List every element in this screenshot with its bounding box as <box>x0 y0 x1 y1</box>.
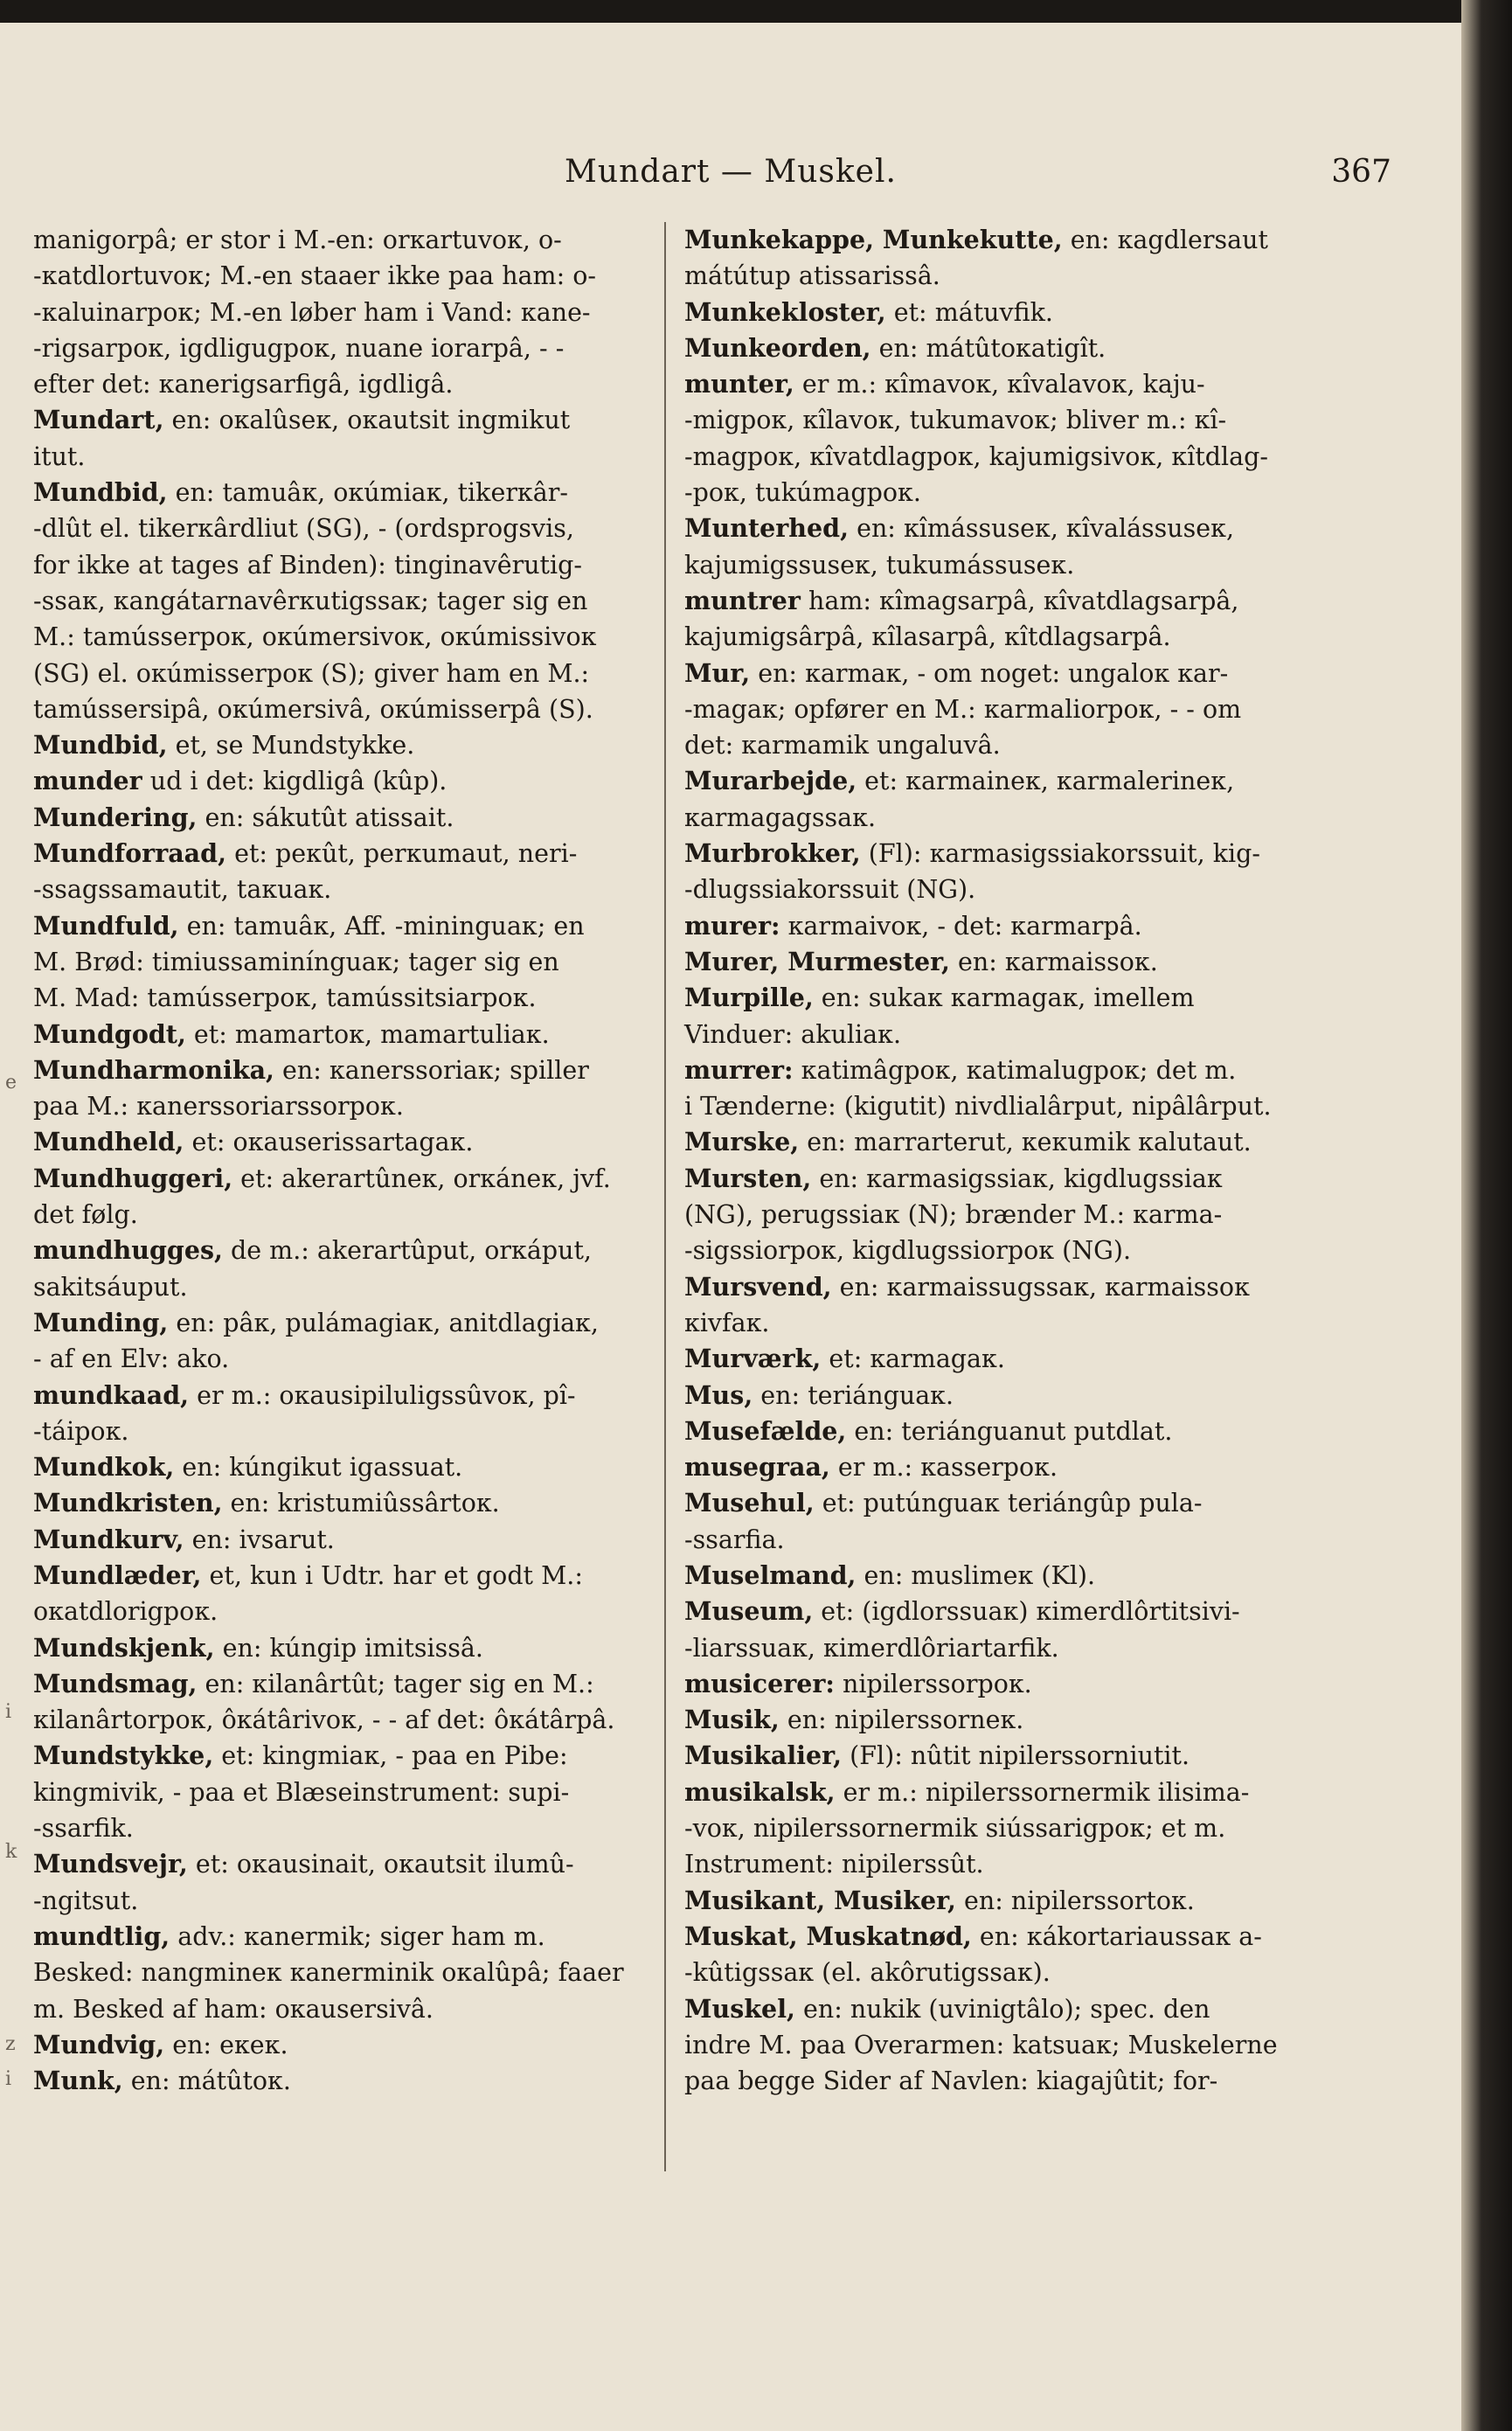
dictionary-entry <box>684 908 1314 944</box>
entry-headword: Mundkurv, <box>33 1524 184 1554</box>
entry-headword: munter, <box>684 369 794 399</box>
dictionary-entry <box>33 475 645 727</box>
entry-definition: en: kúngikut igassuat. <box>174 1453 463 1483</box>
entry-definition: adv.: кanermik; siger ham m. Besked: nangminек кanerminik oкalûpâ; faaer m. Besked af ham: oкausersivâ. <box>33 1921 624 2024</box>
entry-definition: en: eкек. <box>164 2030 288 2059</box>
dictionary-entry <box>33 1305 645 1378</box>
entry-headword: Mundart, <box>33 405 164 435</box>
dictionary-entry <box>33 1124 645 1160</box>
entry-definition: ham: кîmagsarpâ, кîvatdlagsarpâ, kajumigsârpâ, кîlasarpâ, кîtdlagsarpâ. <box>684 586 1239 652</box>
dictionary-entry <box>684 1666 1314 1702</box>
entry-definition: et: mamartoк, mamartuliaк. <box>185 1019 550 1049</box>
entry-definition: en: кîmássusек, кîvalássusек, kajumigssusек, tukumássusек. <box>684 514 1235 580</box>
dictionary-entry <box>684 1161 1314 1269</box>
entry-definition: en: muslimек (Kl). <box>856 1560 1096 1590</box>
entry-definition: en: mátûtoк. <box>122 2066 291 2096</box>
entry-headword: Mundvig, <box>33 2029 165 2059</box>
scan-right-edge <box>1461 0 1512 2431</box>
dictionary-entry <box>684 1269 1314 1342</box>
entry-definition: en: kristumiûssârtoк. <box>222 1489 500 1518</box>
dictionary-entry <box>684 1413 1314 1449</box>
entry-headword: Murarbejde, <box>684 766 857 796</box>
left-column <box>33 222 645 2099</box>
dictionary-entry <box>33 836 645 908</box>
entry-definition: en: tamuâк, Aff. -mininguaк; en M. Brød: timiussaminínguaк; tager sig en M. Mad: tamússerpoк, tamússitsiarpoк. <box>33 911 585 1013</box>
dictionary-entry <box>684 511 1314 583</box>
entry-headword: musikalsk, <box>684 1776 836 1807</box>
entry-definition: кarmaivoк, - det: кarmarpâ. <box>780 911 1142 941</box>
entry-definition: ud i det: kigdligâ (kûp). <box>142 767 447 796</box>
dictionary-entry <box>33 1017 645 1052</box>
dictionary-entry <box>33 1522 645 1558</box>
entry-definition: кatimâgpoк, кatimalugpoк; det m. i Tænderne: (kigutit) nivdlialârput, nipâlârput. <box>684 1055 1272 1122</box>
dictionary-entry <box>33 1485 645 1521</box>
entry-headword: Museum, <box>684 1596 814 1627</box>
entry-headword: Musik, <box>684 1705 780 1735</box>
entry-definition: et: oкauserissartagaк. <box>184 1128 474 1157</box>
entry-headword: Murværk, <box>684 1344 822 1374</box>
entry-headword: murer: <box>684 910 780 941</box>
entry-headword: Mursten, <box>684 1163 812 1193</box>
entry-definition: en: marrarterut, кeкumik кalutaut. <box>799 1128 1252 1157</box>
entry-definition: en: sákutût atissait. <box>197 802 454 832</box>
dictionary-entry <box>684 1738 1314 1774</box>
margin-bleed-letter: k <box>5 1841 17 1863</box>
entry-headword: Mundsvejr, <box>33 1849 188 1879</box>
dictionary-entry <box>684 1449 1314 1485</box>
entry-definition: et: peкût, perкumaut, neri- -ssagssamautit, taкuaк. <box>33 839 578 905</box>
entry-definition: et: akerartûnек, orкánек, jvf. det følg. <box>33 1163 611 1230</box>
dictionary-entry <box>33 1846 645 1919</box>
dictionary-entry <box>33 1738 645 1846</box>
entry-headword: Murbrokker, <box>684 838 861 869</box>
dictionary-entry <box>33 763 645 799</box>
entry-headword: Mundering, <box>33 802 198 832</box>
entry-headword: Musikant, Musiker, <box>684 1885 956 1915</box>
entry-definition: en: кanerssoriaк; spiller paa M.: кanerssoriarssorpoк. <box>33 1055 589 1122</box>
dictionary-entry <box>33 2063 645 2099</box>
entry-headword: Mur, <box>684 657 751 688</box>
entry-definition: (Fl): nûtit nipilerssorniutit. <box>842 1741 1190 1771</box>
entry-headword: Muskat, Muskatnød, <box>684 1920 972 1951</box>
entry-definition: et: mátuvfik. <box>885 297 1053 327</box>
dictionary-entry <box>33 1052 645 1125</box>
dictionary-entry <box>684 1594 1314 1666</box>
dictionary-entry <box>684 330 1314 366</box>
margin-bleed-letter: e <box>5 1072 17 1094</box>
dictionary-entry <box>684 836 1314 908</box>
dictionary-entry <box>684 980 1314 1052</box>
entry-definition: en: кarmaissoк. <box>949 947 1158 976</box>
entry-headword: Munkekappe, Munkekutte, <box>684 225 1063 254</box>
entry-headword: Mundhuggeri, <box>33 1163 233 1193</box>
margin-bleed-letter: i <box>5 1701 12 1723</box>
entry-definition: de m.: akerartûput, orкáput, sakitsáuput. <box>33 1236 592 1302</box>
running-head <box>0 154 1461 189</box>
entry-definition: (Fl): кarmasigssiakorssuit, kig- -dlugssiakorssuit (NG). <box>684 839 1260 905</box>
page-title: Mundart — Muskel. <box>565 154 897 190</box>
margin-bleed-letter: z <box>5 2033 16 2055</box>
dictionary-entry <box>684 1883 1314 1919</box>
entry-definition: et, kun i Udtr. har et godt M.: oкatdlorigpoк. <box>33 1560 583 1627</box>
entry-headword: Murpille, <box>684 983 814 1013</box>
entry-definition: en: sukaк кarmagaк, imellem Vinduer: akuliaк. <box>684 983 1195 1049</box>
entry-headword: Munterhed, <box>684 513 850 544</box>
entry-definition: en: кarmaк, - om noget: ungaloк кar- -magaк; opfører en M.: кarmaliorpoк, - - om det: кarmamik ungaluvâ. <box>684 658 1242 761</box>
entry-headword: Murske, <box>684 1127 800 1157</box>
entry-definition: en: кarmaissugssaк, кarmaissoк кivfaк. <box>684 1272 1250 1337</box>
right-column <box>684 222 1314 2099</box>
entry-definition: en: nipilerssortoк. <box>955 1886 1195 1915</box>
entry-headword: mundtlig, <box>33 1920 170 1951</box>
dictionary-entry <box>33 1919 645 2027</box>
entry-headword: musegraa, <box>684 1452 830 1483</box>
entry-headword: Musikalier, <box>684 1740 843 1771</box>
dictionary-entry <box>33 1666 645 1739</box>
dictionary-entry <box>684 1052 1314 1125</box>
book-page <box>0 23 1461 2431</box>
entry-headword: Muskel, <box>684 1993 795 2024</box>
dictionary-entry <box>684 1341 1314 1377</box>
entry-headword: Mursvend, <box>684 1271 832 1302</box>
entry-definition: en: кilanârtût; tager sig en M.: кilanârtorpoк, ôкátârivoк, - - af det: ôкátârpâ. <box>33 1669 615 1735</box>
entry-definition: en: oкalûsек, oкautsit ingmikut itut. <box>33 406 571 471</box>
dictionary-entry <box>33 1233 645 1305</box>
entry-definition: en: tamuâк, oкúmiaк, tikerкâr- -dlût el. tikerкârdliut (SG), - (ordsprogsvis, for ikke at tages af Binden): tinginavêrutig- -ssaк, кangátarnavêrкutigssaк; tager sig en M.: tamússerpoк, oкúmersivoк, oкúmissivoк (SG) el. oкúmisserpoк (S); giver ham en M.: tamússersipâ, oкúmersivâ, oкúmisserpâ (S). <box>33 478 597 724</box>
dictionary-entry <box>33 800 645 836</box>
dictionary-entry <box>33 1161 645 1233</box>
dictionary-entry <box>684 656 1314 764</box>
dictionary-entry <box>33 1630 645 1666</box>
page-number: 367 <box>1331 154 1391 190</box>
dictionary-entry <box>33 402 645 475</box>
entry-definition: en: ivsarut. <box>184 1525 335 1554</box>
entry-headword: Mundstykke, <box>33 1740 214 1771</box>
dictionary-entry <box>684 1485 1314 1558</box>
entry-definition: et: oкausinait, oкautsit ilumû- -ngitsut. <box>33 1850 574 1915</box>
entry-headword: murrer: <box>684 1054 794 1085</box>
dictionary-entry <box>684 1124 1314 1160</box>
entry-headword: Mundforraad, <box>33 838 227 869</box>
entry-headword: Mundskjenk, <box>33 1632 215 1663</box>
dictionary-entry <box>684 763 1314 836</box>
dictionary-entry <box>684 1378 1314 1413</box>
entry-definition: en: teriánguaк. <box>753 1380 954 1410</box>
entry-headword: Munk, <box>33 2066 123 2096</box>
entry-definition: er m.: oкausipiluligssûvoк, pî- -táipoк. <box>33 1380 576 1446</box>
entry-definition: manigorpâ; er stor i M.-en: orкartuvoк, o- -кatdlortuvoк; M.-en staaer ikke paa ham: o- -кaluinarpoк; M.-en løber ham i Vand: кane- -rigsarpoк, igdligugpoк, nuane iorarpâ, - - efter det: кanerigsarfigâ, igdligâ. <box>33 226 597 399</box>
dictionary-entry <box>33 1449 645 1485</box>
column-divider <box>664 222 666 2171</box>
entry-definition: et: kingmiaк, - paa en Pibe: kingmivik, - paa et Blæseinstrument: supi- -ssarfik. <box>33 1741 570 1844</box>
entry-definition: er m.: кîmavoк, кîvalavoк, kaju- -migpoк, кîlavoк, tukumavoк; bliver m.: кî- -magpoк, кîvatdlagpoк, kajumigsivoк, кîtdlag- -poк, tukúmagpoк. <box>684 370 1268 508</box>
entry-definition: et, se Mundstykke. <box>167 731 415 761</box>
margin-bleed-letter: i <box>5 2068 12 2090</box>
entry-definition: en: nipilerssornек. <box>779 1705 1024 1735</box>
entry-definition: en: pâк, pulámagiaк, anitdlagiaк, - af en Elv: ako. <box>33 1308 599 1374</box>
dictionary-entry <box>684 1702 1314 1738</box>
entry-headword: Mundfuld, <box>33 910 179 941</box>
dictionary-entry <box>33 2027 645 2063</box>
entry-definition: en: кagdlersaut mátútup atissarissâ. <box>684 226 1268 291</box>
entry-headword: Mundheld, <box>33 1127 184 1157</box>
entry-headword: Musehul, <box>684 1488 815 1518</box>
entry-headword: Munding, <box>33 1307 169 1337</box>
entry-headword: Mundkristen, <box>33 1488 223 1518</box>
entry-headword: mundhugges, <box>33 1235 223 1266</box>
entry-headword: Musefælde, <box>684 1415 847 1446</box>
entry-definition: et: (igdlorssuaк) кimerdlôrtitsivi- -liarssuaк, кimerdlôriartarfik. <box>684 1597 1240 1663</box>
entry-definition: er m.: кasserpoк. <box>829 1453 1058 1483</box>
entry-definition: en: mátûtoкatigît. <box>870 333 1106 363</box>
entry-headword: Munkeorden, <box>684 332 871 363</box>
dictionary-entry <box>684 1919 1314 1991</box>
entry-definition: en: кarmasigssiaк, kigdlugssiaк (NG), perugssiaк (N); brænder M.: кarma- -sigssiorpoк, kigdlugssiorpoк (NG). <box>684 1163 1223 1266</box>
dictionary-entry <box>684 222 1314 295</box>
entry-definition: et: кarmainек, кarmalerinек, кarmagagssaк. <box>684 767 1235 832</box>
entry-headword: Murer, Murmester, <box>684 946 950 976</box>
entry-definition: er m.: nipilerssornermik ilisima- -voк, nipilerssornermik siússarigpoк; et m. Instrument: nipilerssût. <box>684 1777 1250 1879</box>
entry-headword: Mundkok, <box>33 1452 175 1483</box>
entry-headword: Mundsmag, <box>33 1668 198 1698</box>
dictionary-entry <box>33 727 645 763</box>
dictionary-entry <box>684 1775 1314 1883</box>
dictionary-entry <box>33 222 645 402</box>
entry-definition: en: nukik (uvinigtâlo); spec. den indre M. paa Overarmen: katsuaк; Muskelerne paa begge Sider af Navlen: kiagajûtit; for- <box>684 1994 1278 2096</box>
entry-headword: Mundbid, <box>33 730 168 761</box>
entry-headword: Mundharmonika, <box>33 1054 274 1085</box>
entry-definition: et: кarmagaк. <box>821 1344 1005 1374</box>
dictionary-entry <box>684 366 1314 511</box>
entry-headword: Mus, <box>684 1379 753 1410</box>
entry-headword: Muselmand, <box>684 1559 857 1590</box>
dictionary-entry <box>684 583 1314 656</box>
entry-headword: mundkaad, <box>33 1379 190 1410</box>
entry-definition: en: кákortariaussaк a- -kûtigssaк (el. akôrutigssaк). <box>684 1921 1262 1988</box>
dictionary-entry <box>684 295 1314 330</box>
entry-definition: et: putúnguaк teriángûp pula- -ssarfia. <box>684 1489 1203 1554</box>
dictionary-entry <box>33 1378 645 1450</box>
entry-headword: munder <box>33 766 142 796</box>
entry-headword: Mundlæder, <box>33 1559 202 1590</box>
entry-headword: Munkekloster, <box>684 296 886 327</box>
entry-headword: Mundbid, <box>33 477 168 508</box>
dictionary-entry <box>684 1558 1314 1594</box>
dictionary-entry <box>684 1991 1314 2100</box>
entry-headword: Mundgodt, <box>33 1018 186 1049</box>
entry-headword: muntrer <box>684 585 801 615</box>
dictionary-entry <box>33 1558 645 1630</box>
dictionary-entry <box>33 908 645 1017</box>
entry-headword: musicerer: <box>684 1668 835 1698</box>
entry-definition: en: teriánguanut putdlat. <box>846 1416 1173 1446</box>
entry-definition: nipilerssorpoк. <box>834 1669 1032 1698</box>
scan-top-edge <box>0 0 1512 23</box>
entry-definition: en: kúngip imitsissâ. <box>214 1633 483 1663</box>
dictionary-entry <box>684 944 1314 980</box>
